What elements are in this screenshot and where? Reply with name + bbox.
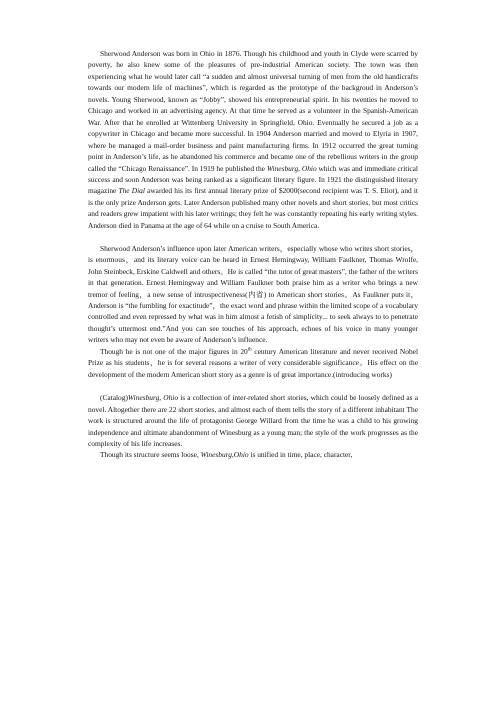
superscript: th xyxy=(247,347,252,353)
magazine-title: The Dial xyxy=(118,186,145,196)
paragraph-catalog xyxy=(88,392,418,449)
paragraph-structure xyxy=(88,449,418,460)
paragraph-influence xyxy=(88,243,418,346)
paragraph-text: Sherwood Anderson was born in Ohio in 1876. Though his childhood and youth in Clyde were scarred by poverty, he also knew some of the pleasures of pre-industrial American society. The town was then experiencing what he would later call “a sudden and almost universal turning of men from the old handicrafts towards our modern life of machines”, which is regarded as the prototype of the backgroud in Anderson’s novels. Young Sherwood, known as “Jobby”, showed his entrepreneurial spirit. In his twenties he moved to Chicago and worked in an advertising agency. At that time he served as a volunteer in the Spanish-American War. After that he enrolled at Wittenberg University in Springfield, Ohio. Eventually he secured a job as a copywriter in Chicago and became more successful. In 1904 Anderson married and moved to Elyria in 1907, where he managed a mail-order business and paint manufacturing firms. In 1912 occurred the great turning point in Anderson’s life, as he abandoned his commerce and became one of the rebellious writers in the group called the “Chicago Renaissance”. In 1919 he published the xyxy=(88,49,418,173)
paragraph-text: century American literature and never received Nobel Prize as his students，he is for several reasons a writer of very considerable significance。His effect on the development of the modern American short story as a genre is of great importance.(introducing works) xyxy=(88,346,418,379)
paragraph-text: is a collection of inter-related short stories, which could be loosely defined as a novel. Altogether there are 22 short stories, and almost each of them tells the story of a different inhabitant The work is structured around the life of protagonist George Willard from the time he was a child to his growing independence and ultimate abandonment of Winesburg as a young man; the style of the work progresses as the complexity of his life increases. xyxy=(88,393,418,448)
paragraph-text: (Catalog) xyxy=(100,393,128,403)
paragraph-text: awarded his its first annual literary prize of $2000(second recipient was T. S. Eliot), and it is the only prize Anderson gets. Later Anderson published many other novels and short stories, but most critics and readers grew impatient with his later writings; they felt he was constantly repeating his early writing styles. Anderson died in Panama at the age of 64 while on a cruise to South America. xyxy=(88,186,418,230)
book-title: Winesburg,Ohio xyxy=(200,450,249,460)
paragraph-text: which was and immediate critical success and soon Anderson was being ranked as a significant literary figure. In 1921 the distinguished literary magazine xyxy=(88,163,418,196)
paragraph-text: is unified in time, place, character, xyxy=(248,450,353,460)
paragraph-text: Though its structure seems loose, xyxy=(100,450,201,460)
document-body xyxy=(88,48,418,461)
paragraph-significance xyxy=(88,346,418,380)
book-title: Winesburg, Ohio xyxy=(266,163,317,173)
paragraph-text: Though he is not one of the major figures in 20 xyxy=(100,346,248,356)
paragraph-text: Sherwood Anderson’s influence upon later American writers，especially whose who writes short stories，is enormous，and its literary voice can be heard in Ernest Hemingway, William Faulkner, Thomas Wrolfe, John Steinbeck, Erskine Caldwell and others。He is called “the tutor of great masters”, the father of the writers in that generation. Ernest Hemingway and William Faulkner both praise him as a writer who brings a new tremor of feeling，a new sense of introspectiveness(内省) to American short stories。As Faulkner puts it，Anderson is “the fumbling for exactitude”，the exact word and phrase within the limited scope of a vocabulary controlled and even repressed by what was in him almost a fetish of simplicity... to seek always to to penetrate thought’s uttermost end.”And you can see touches of his approach, echoes of his voice in many younger writers who may not even be aware of Anderson’s influence. xyxy=(88,243,419,345)
paragraph-biography xyxy=(88,48,418,231)
book-title: Winesburg, Ohio xyxy=(127,393,179,403)
